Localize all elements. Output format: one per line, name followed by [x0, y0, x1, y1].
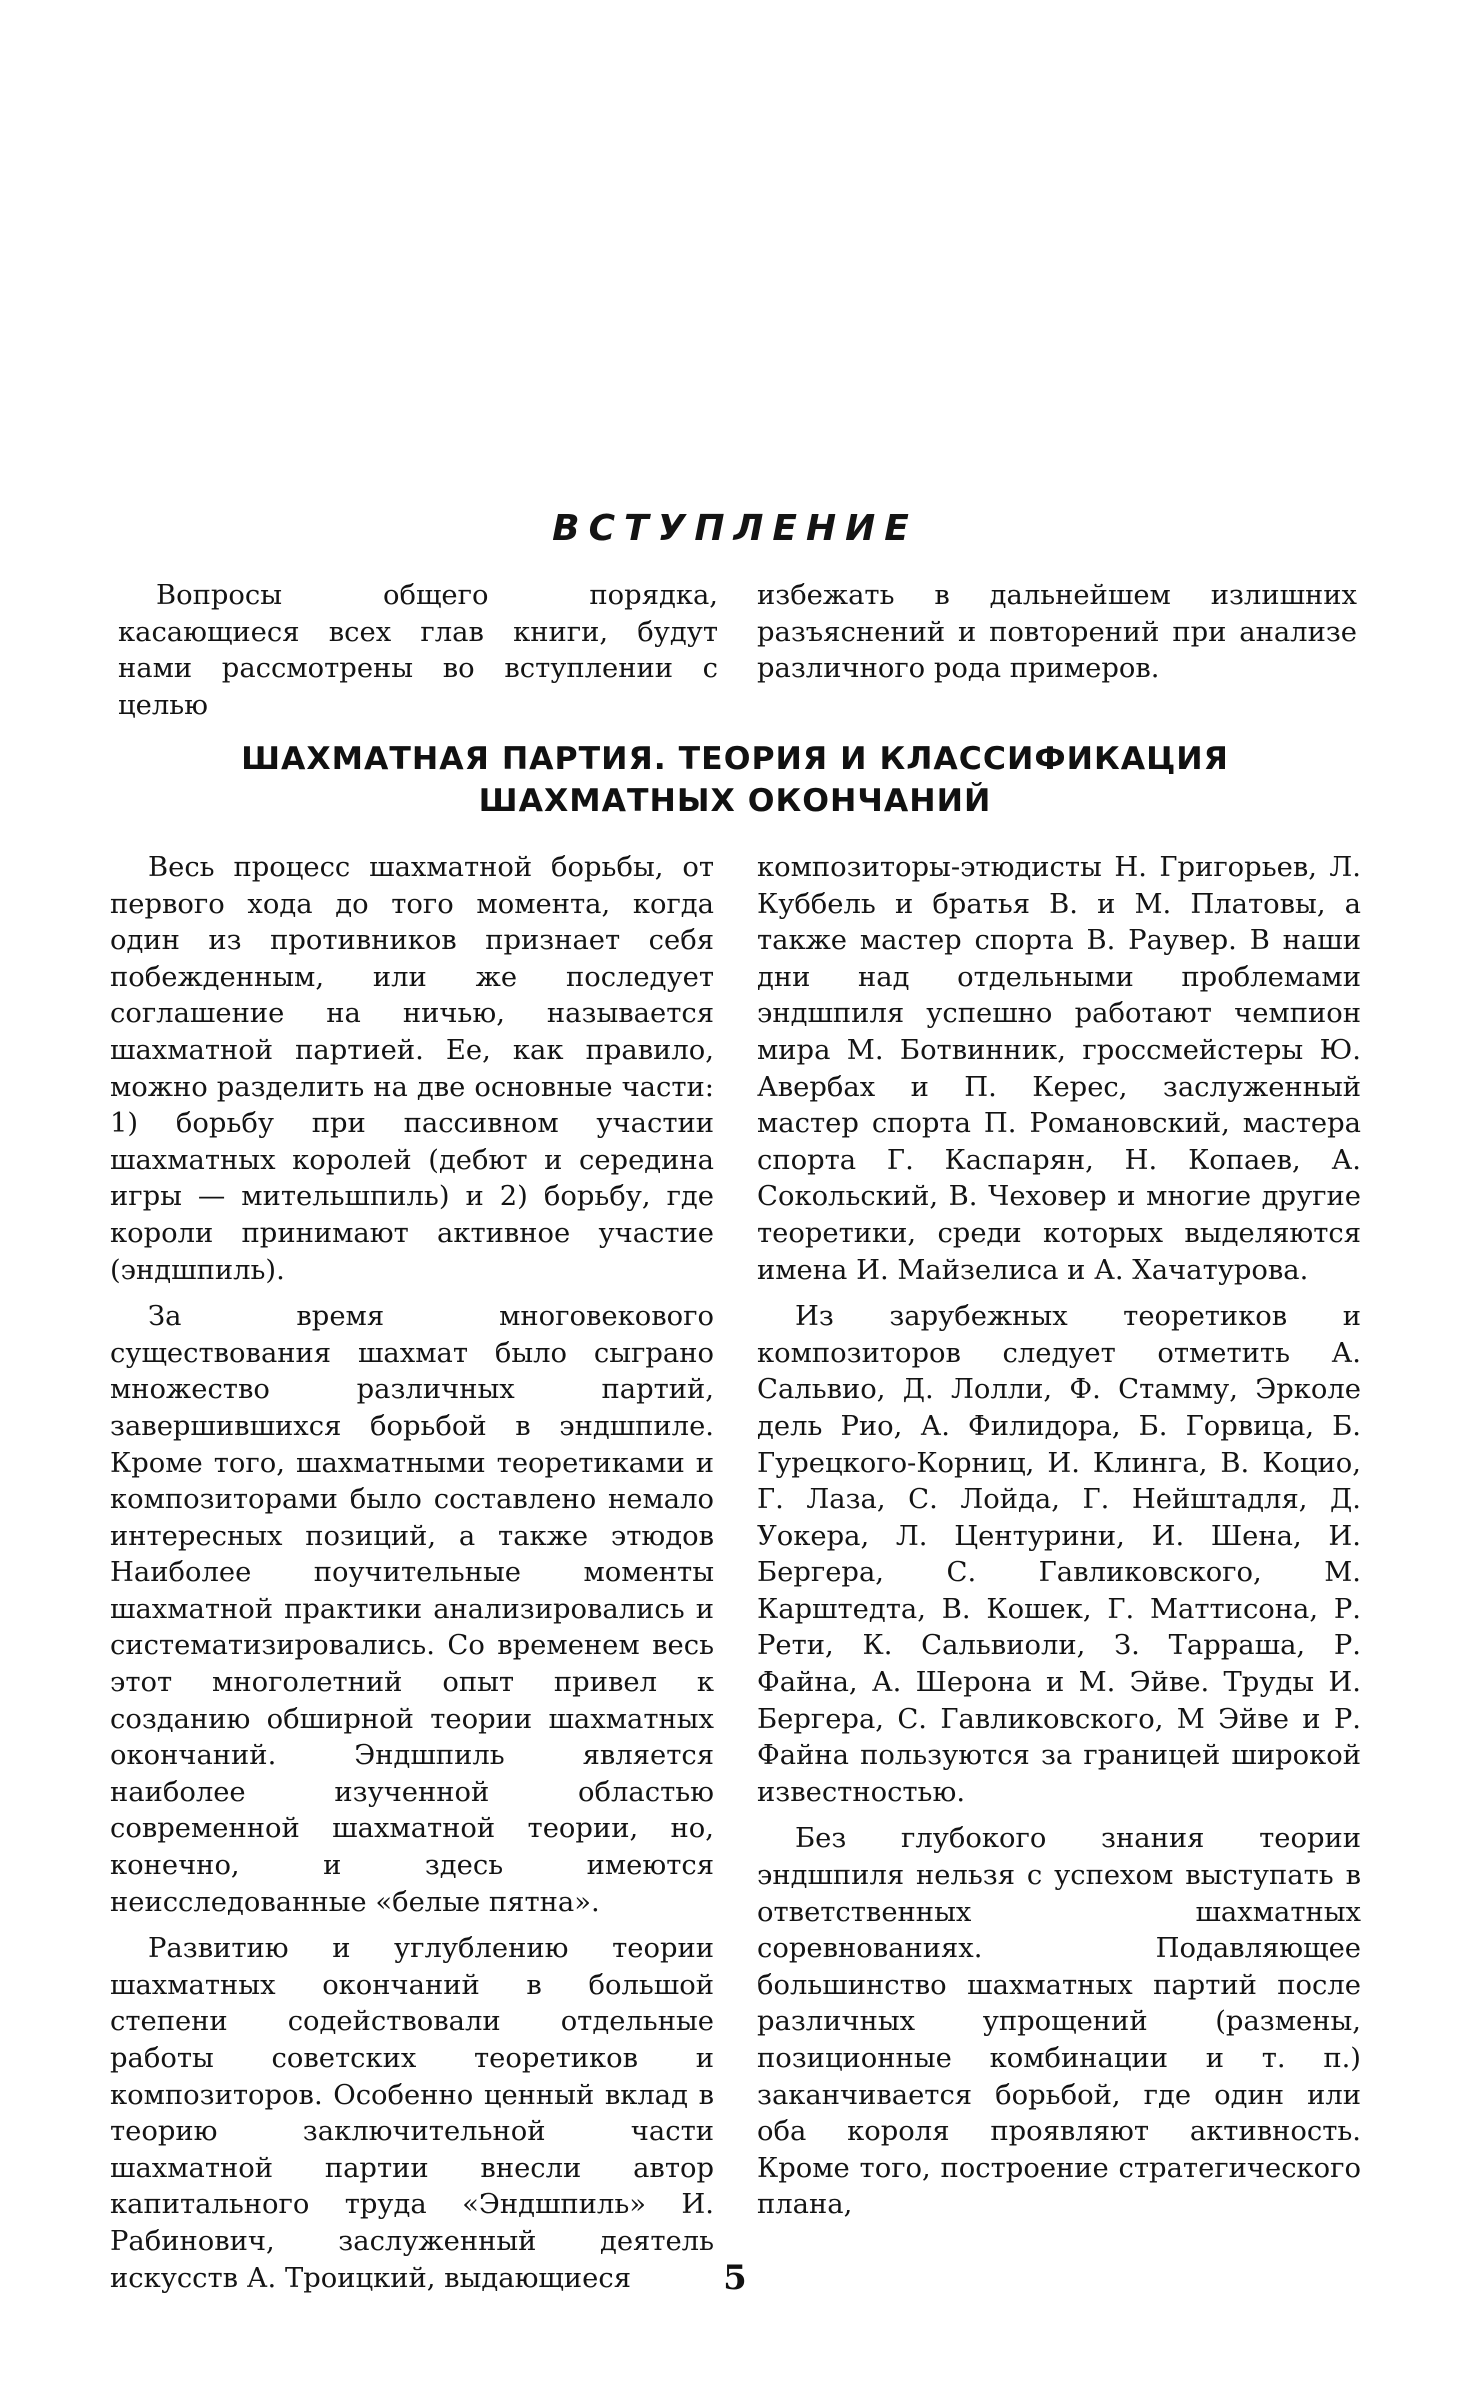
paragraph: Из зарубежных теоретиков и композиторов следует отметить А. Сальвио, Д. Лолли, Ф. Стамму, Эрколе дель Рио, А. Филидора, Б. Горвица, Б. Гурецкого-Корниц, И. Клинга, В. Коцио, Г. Лаза, С. Лойда, Г. Нейштадля, Д. Уокера, Л. Центурини, И. Шена, И. Бергера, С. Гавликовского, М. Карштедта, В. Кошек, Г. Маттисона, Р. Рети, К. Сальвиоли, З. Тарраша, Р. Файна, А. Шерона и М. Эйве. Труды И. Бергера, С. Гавликовского, М Эйве и Р. Файна пользуются за границей широкой известностью. [757, 1301, 1361, 1808]
paragraph-continued: композиторы-этюдисты Н. Григорьев, Л. Куббель и братья В. и М. Платовы, а также мастер спорта В. Раувер. В наши дни над отдельными проблемами эндшпиля успешно работают чемпион мира М. Ботвинник, гроссмейстеры Ю. Авербах и П. Керес, заслуженный мастер спорта П. Романовский, мастера спорта Г. Каспарян, Н. Копаев, А. Сокольский, В. Чеховер и многие другие теоретики, среди которых выделяются имена И. Майзелиса и А. Хачатурова. [757, 852, 1361, 1286]
main-left-column [110, 850, 714, 2297]
intro-title: ВСТУПЛЕНИЕ [552, 508, 918, 549]
main-right-column [757, 850, 1361, 2224]
intro-paragraph-continued: избежать в дальнейшем излишних разъяснений и повторений при анализе различного рода примеров. [757, 580, 1357, 685]
paragraph: Без глубокого знания теории эндшпиля нельзя с успехом выступать в ответственных шахматных соревнованиях. Подавляющее большинство шахматных партий после различных упрощений (размены, позиционные комбинации и т. п.) заканчивается борьбой, где один или оба короля проявляют активность. Кроме того, построение стратегического плана, [757, 1823, 1361, 2221]
paragraph: Весь процесс шахматной борьбы, от первого хода до того момента, когда один из противников признает себя побежденным, или же последует соглашение на ничью, называется шахматной партией. Ее, как правило, можно разделить на две основные части: 1) борьбу при пассивном участии шахматных королей (дебют и середина игры — мительшпиль) и 2) борьбу, где короли принимают активное участие (эндшпиль). [110, 852, 714, 1286]
page-number: 5 [723, 2258, 747, 2298]
intro-paragraph: Вопросы общего порядка, касающиеся всех глав книги, будут нами рассмотрены во вступлении с целью [118, 580, 718, 721]
intro-right-column [757, 578, 1357, 688]
section-title-line-2: ШАХМАТНЫХ ОКОНЧАНИЙ [478, 783, 992, 819]
paragraph: За время многовекового существования шахмат было сыграно множество различных партий, завершившихся борьбой в эндшпиле. Кроме того, шахматными теоретиками и композиторами было составлено немало интересных позиций, а также этюдов Наиболее поучительные моменты шахматной практики анализировались и систематизировались. Со временем весь этот многолетний опыт привел к созданию обширной теории шахматных окончаний. Эндшпиль является наиболее изученной областью современной шахматной теории, но, конечно, и здесь имеются неисследованные «белые пятна». [110, 1301, 714, 1918]
section-title-line-1: ШАХМАТНАЯ ПАРТИЯ. ТЕОРИЯ И КЛАССИФИКАЦИЯ [241, 741, 1229, 777]
intro-left-column [118, 578, 718, 724]
paragraph: Развитию и углублению теории шахматных окончаний в большой степени содействовали отдельные работы советских теоретиков и композиторов. Особенно ценный вклад в теорию заключительной части шахматной партии внесли автор капитального труда «Эндшпиль» И. Рабинович, заслуженный деятель искусств А. Троицкий, выдающиеся [110, 1933, 714, 2294]
section-title [150, 738, 1320, 822]
